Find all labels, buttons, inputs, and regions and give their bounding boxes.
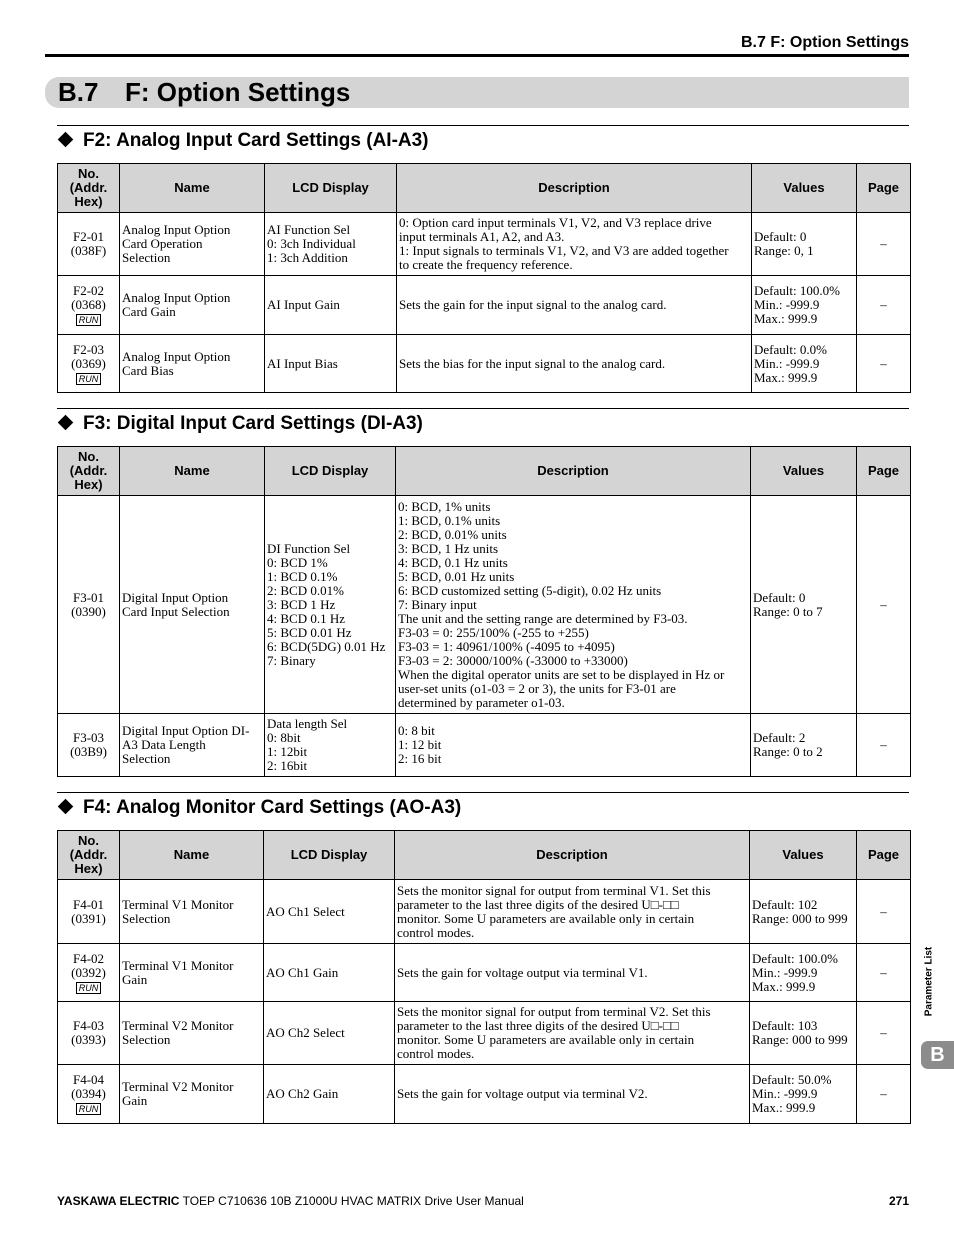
values-cell: [752, 213, 857, 276]
text-line: Max.: 999.9: [754, 369, 818, 385]
param-number-cell: [58, 714, 120, 777]
lcd-display-cell: [264, 1065, 395, 1124]
values-cell: [751, 496, 857, 714]
text-line: Min.: -999.9: [752, 1086, 818, 1101]
text-line: AO Ch2 Select: [266, 1025, 345, 1040]
description-cell: [397, 335, 752, 393]
lcd-display-cell: [265, 496, 396, 714]
text-line: DI Function Sel: [267, 540, 351, 556]
param-name-cell: [120, 335, 265, 393]
text-line: parameter to the last three digits of the desired U□-□□: [397, 896, 679, 912]
text-line: A3 Data Length: [122, 737, 206, 752]
text-line: 3: BCD, 1 Hz units: [398, 540, 499, 556]
values-cell: [750, 944, 857, 1002]
description-cell: [395, 1065, 750, 1124]
text-line: 0: 8 bit: [398, 723, 435, 738]
col-lcd-header: LCD Display: [265, 447, 396, 496]
table-row: [58, 1002, 911, 1065]
text-line: 2: BCD 0.01%: [267, 582, 344, 598]
text-line: 5: BCD, 0.01 Hz units: [398, 568, 515, 584]
text-line: Terminal V1 Monitor: [122, 957, 234, 973]
text-line: Range: 0 to 2: [753, 744, 823, 759]
col-values-header: Values: [750, 831, 857, 880]
text-line: AO Ch1 Select: [266, 903, 345, 919]
page-cell: –: [857, 276, 911, 335]
text-line: determined by parameter o1-03.: [398, 694, 565, 710]
text-line: Sets the bias for the input signal to the analog card.: [399, 355, 666, 371]
text-line: 0: BCD, 1% units: [398, 498, 491, 514]
parameter-table-f2: [57, 163, 911, 393]
description-cell: [395, 944, 750, 1002]
param-address: (0390): [71, 603, 106, 619]
text-line: Max.: 999.9: [754, 311, 818, 326]
values-cell: [750, 880, 857, 944]
run-badge: RUN: [76, 1103, 102, 1115]
text-line: Analog Input Option: [122, 348, 231, 364]
text-line: Gain: [122, 971, 148, 987]
col-description-header: Description: [395, 831, 750, 880]
text-line: to create the frequency reference.: [399, 257, 573, 272]
text-line: Max.: 999.9: [752, 978, 816, 994]
text-line: F3-03 = 0: 255/100% (-255 to +255): [398, 624, 589, 640]
text-line: 2: BCD, 0.01% units: [398, 526, 507, 542]
lcd-display-cell: [264, 944, 395, 1002]
table-row: [58, 880, 911, 944]
col-page-header: Page: [857, 831, 911, 880]
text-line: Default: 102: [752, 896, 818, 912]
param-name-cell: [120, 276, 265, 335]
text-line: 5: BCD 0.01 Hz: [267, 624, 352, 640]
col-no-header: No. (Addr. Hex): [58, 831, 120, 880]
table-row: [58, 496, 911, 714]
table-row: [58, 276, 911, 335]
lcd-display-cell: [265, 714, 396, 777]
param-address: (03B9): [70, 744, 107, 759]
text-line: Digital Input Option: [122, 589, 229, 605]
text-line: Gain: [122, 1093, 148, 1108]
text-line: 1: 3ch Addition: [267, 250, 348, 265]
table-row: [58, 213, 911, 276]
text-line: Card Bias: [122, 362, 174, 378]
text-line: 4: BCD, 0.1 Hz units: [398, 554, 508, 570]
page-cell: –: [857, 880, 911, 944]
param-number-cell: [58, 880, 120, 944]
text-line: AI Input Bias: [267, 355, 338, 371]
param-number-cell: [58, 1002, 120, 1065]
text-line: AO Ch2 Gain: [266, 1086, 339, 1101]
text-line: Default: 100.0%: [754, 283, 840, 298]
text-line: user-set units (o1-03 = 2 or 3), the units for F3-01 are: [398, 680, 676, 696]
text-line: Terminal V1 Monitor: [122, 896, 234, 912]
text-line: Sets the gain for voltage output via terminal V2.: [397, 1086, 648, 1101]
section-heading-f3: F3: Digital Input Card Settings (DI-A3): [57, 409, 423, 439]
run-badge: RUN: [76, 373, 102, 385]
text-line: Min.: -999.9: [754, 355, 820, 371]
table-header-row: [58, 831, 911, 880]
text-line: 7: Binary: [267, 652, 316, 668]
page-title: [45, 77, 909, 108]
param-number-cell: [58, 496, 120, 714]
lcd-display-cell: [264, 880, 395, 944]
lcd-display-cell: [265, 335, 397, 393]
col-no-header: No. (Addr. Hex): [58, 164, 120, 213]
param-address: (0394): [71, 1086, 106, 1101]
text-line: AI Function Sel: [267, 222, 351, 237]
text-line: AO Ch1 Gain: [266, 964, 339, 980]
text-line: 1: BCD 0.1%: [267, 568, 338, 584]
page-cell: –: [857, 213, 911, 276]
col-values-header: Values: [751, 447, 857, 496]
col-no-header: No. (Addr. Hex): [58, 447, 120, 496]
section-heading-f2: F2: Analog Input Card Settings (AI-A3): [57, 126, 429, 156]
param-number: F2-01: [72, 229, 105, 244]
page-number: 271: [888, 1194, 909, 1208]
param-name-cell: [120, 1065, 264, 1124]
text-line: 1: Input signals to terminals V1, V2, and V3 are added together: [399, 243, 729, 258]
header-rule: [45, 54, 909, 57]
text-line: Analog Input Option: [122, 290, 231, 305]
param-number: F2-03: [72, 341, 105, 357]
text-line: Default: 0: [754, 229, 807, 244]
lcd-display-cell: [264, 1002, 395, 1065]
page-cell: –: [857, 496, 911, 714]
param-address: (0369): [71, 355, 106, 371]
param-number: F4-01: [72, 896, 105, 912]
text-line: 0: BCD 1%: [267, 554, 328, 570]
parameter-table-f3: [57, 446, 911, 777]
col-page-header: Page: [857, 164, 911, 213]
description-cell: [396, 714, 751, 777]
param-name-cell: [120, 944, 264, 1002]
col-name-header: Name: [120, 447, 265, 496]
text-line: Max.: 999.9: [752, 1100, 816, 1115]
param-number: F3-03: [72, 730, 105, 745]
param-number-cell: [58, 1065, 120, 1124]
text-line: Card Gain: [122, 304, 176, 319]
param-number: F2-02: [72, 283, 105, 298]
text-line: Data length Sel: [267, 716, 348, 731]
text-line: 2: 16 bit: [398, 751, 442, 766]
text-line: F3-03 = 2: 30000/100% (-33000 to +33000): [398, 652, 628, 668]
param-number: F4-02: [72, 950, 105, 966]
values-cell: [751, 714, 857, 777]
side-label: Parameter List: [923, 946, 935, 1017]
values-cell: [750, 1065, 857, 1124]
text-line: 1: 12bit: [267, 744, 308, 759]
text-line: The unit and the setting range are determined by F3-03.: [398, 610, 688, 626]
run-badge: RUN: [76, 314, 102, 326]
text-line: 6: BCD(5DG) 0.01 Hz: [267, 638, 386, 654]
text-line: Default: 103: [752, 1018, 818, 1033]
text-line: 7: Binary input: [398, 596, 477, 612]
param-number-cell: [58, 276, 120, 335]
text-line: Default: 50.0%: [752, 1072, 832, 1087]
col-page-header: Page: [857, 447, 911, 496]
text-line: Terminal V2 Monitor: [122, 1018, 234, 1033]
page-cell: –: [857, 335, 911, 393]
param-number-cell: [58, 944, 120, 1002]
text-line: 0: Option card input terminals V1, V2, and V3 replace drive: [399, 215, 712, 230]
text-line: Default: 0.0%: [754, 341, 827, 357]
text-line: Sets the monitor signal for output from terminal V1. Set this: [397, 882, 711, 898]
text-line: Sets the gain for the input signal to the analog card.: [399, 297, 667, 312]
description-cell: [397, 276, 752, 335]
footer-manual: [57, 1194, 524, 1208]
text-line: 4: BCD 0.1 Hz: [267, 610, 345, 626]
page-cell: –: [857, 714, 911, 777]
param-name-cell: [120, 213, 265, 276]
text-line: Range: 000 to 999: [752, 910, 848, 926]
param-name-cell: [120, 880, 264, 944]
col-lcd-header: LCD Display: [265, 164, 397, 213]
footer-brand: YASKAWA ELECTRIC: [57, 1194, 180, 1208]
text-line: Selection: [122, 1032, 171, 1047]
col-lcd-header: LCD Display: [264, 831, 395, 880]
text-line: parameter to the last three digits of the desired U□-□□: [397, 1018, 679, 1033]
footer-manual-title: TOEP C710636 10B Z1000U HVAC MATRIX Drive User Manual: [182, 1194, 524, 1208]
text-line: monitor. Some U parameters are available only in certain: [397, 1032, 695, 1047]
text-line: Digital Input Option DI-: [122, 723, 250, 738]
text-line: Card Input Selection: [122, 603, 230, 619]
diamond-bullet-icon: [58, 415, 74, 431]
param-address: (0393): [71, 1032, 106, 1047]
table-row: [58, 1065, 911, 1124]
param-address: (0391): [71, 910, 106, 926]
param-address: (0392): [71, 964, 106, 980]
param-address: (0368): [71, 297, 106, 312]
parameter-table-f4: [57, 830, 911, 1124]
running-header: B.7 F: Option Settings: [741, 34, 909, 51]
text-line: Selection: [122, 910, 171, 926]
text-line: monitor. Some U parameters are available only in certain: [397, 910, 695, 926]
text-line: Sets the gain for voltage output via terminal V1.: [397, 964, 648, 980]
text-line: AI Input Gain: [267, 297, 340, 312]
text-line: Range: 000 to 999: [752, 1032, 848, 1047]
text-line: input terminals A1, A2, and A3.: [399, 229, 565, 244]
section-heading-f4: F4: Analog Monitor Card Settings (AO-A3): [57, 793, 461, 823]
text-line: Min.: -999.9: [754, 297, 820, 312]
run-badge: RUN: [76, 982, 102, 994]
text-line: 0: 3ch Individual: [267, 236, 356, 251]
text-line: Terminal V2 Monitor: [122, 1079, 234, 1094]
param-number: F3-01: [72, 589, 105, 605]
col-description-header: Description: [397, 164, 752, 213]
description-cell: [395, 880, 750, 944]
text-line: Range: 0, 1: [754, 243, 814, 258]
param-number: F4-04: [72, 1072, 105, 1087]
text-line: 1: BCD, 0.1% units: [398, 512, 501, 528]
table-header-row: [58, 447, 911, 496]
lcd-display-cell: [265, 213, 397, 276]
values-cell: [752, 335, 857, 393]
text-line: Min.: -999.9: [752, 964, 818, 980]
param-number-cell: [58, 335, 120, 393]
param-number-cell: [58, 213, 120, 276]
description-cell: [397, 213, 752, 276]
table-row: [58, 944, 911, 1002]
col-description-header: Description: [396, 447, 751, 496]
text-line: F3-03 = 1: 40961/100% (-4095 to +4095): [398, 638, 615, 654]
description-cell: [395, 1002, 750, 1065]
param-address: (038F): [70, 243, 107, 258]
description-cell: [396, 496, 751, 714]
text-line: When the digital operator units are set to be displayed in Hz or: [398, 666, 725, 682]
page-cell: –: [857, 1065, 911, 1124]
text-line: 0: 8bit: [267, 730, 301, 745]
text-line: 6: BCD customized setting (5-digit), 0.02 Hz units: [398, 582, 662, 598]
col-name-header: Name: [120, 164, 265, 213]
text-line: Sets the monitor signal for output from terminal V2. Set this: [397, 1004, 711, 1019]
text-line: 1: 12 bit: [398, 737, 442, 752]
text-line: control modes.: [397, 924, 475, 940]
text-line: Range: 0 to 7: [753, 603, 823, 619]
text-line: control modes.: [397, 1046, 475, 1061]
title-number: B.7: [58, 77, 99, 107]
table-header-row: [58, 164, 911, 213]
diamond-bullet-icon: [58, 799, 74, 815]
page-cell: –: [857, 944, 911, 1002]
diamond-bullet-icon: [58, 132, 74, 148]
table-row: [58, 335, 911, 393]
page-cell: –: [857, 1002, 911, 1065]
text-line: Card Operation: [122, 236, 203, 251]
text-line: Default: 100.0%: [752, 950, 838, 966]
chapter-tab: B: [921, 1041, 954, 1069]
values-cell: [750, 1002, 857, 1065]
text-line: Analog Input Option: [122, 222, 231, 237]
text-line: Default: 2: [753, 730, 806, 745]
text-line: Selection: [122, 751, 171, 766]
text-line: 3: BCD 1 Hz: [267, 596, 336, 612]
param-name-cell: [120, 1002, 264, 1065]
col-name-header: Name: [120, 831, 264, 880]
param-name-cell: [120, 714, 265, 777]
lcd-display-cell: [265, 276, 397, 335]
table-row: [58, 714, 911, 777]
title-text: F: Option Settings: [125, 77, 351, 107]
param-number: F4-03: [72, 1018, 105, 1033]
param-name-cell: [120, 496, 265, 714]
values-cell: [752, 276, 857, 335]
text-line: 2: 16bit: [267, 758, 308, 773]
text-line: Selection: [122, 250, 171, 265]
col-values-header: Values: [752, 164, 857, 213]
text-line: Default: 0: [753, 589, 806, 605]
